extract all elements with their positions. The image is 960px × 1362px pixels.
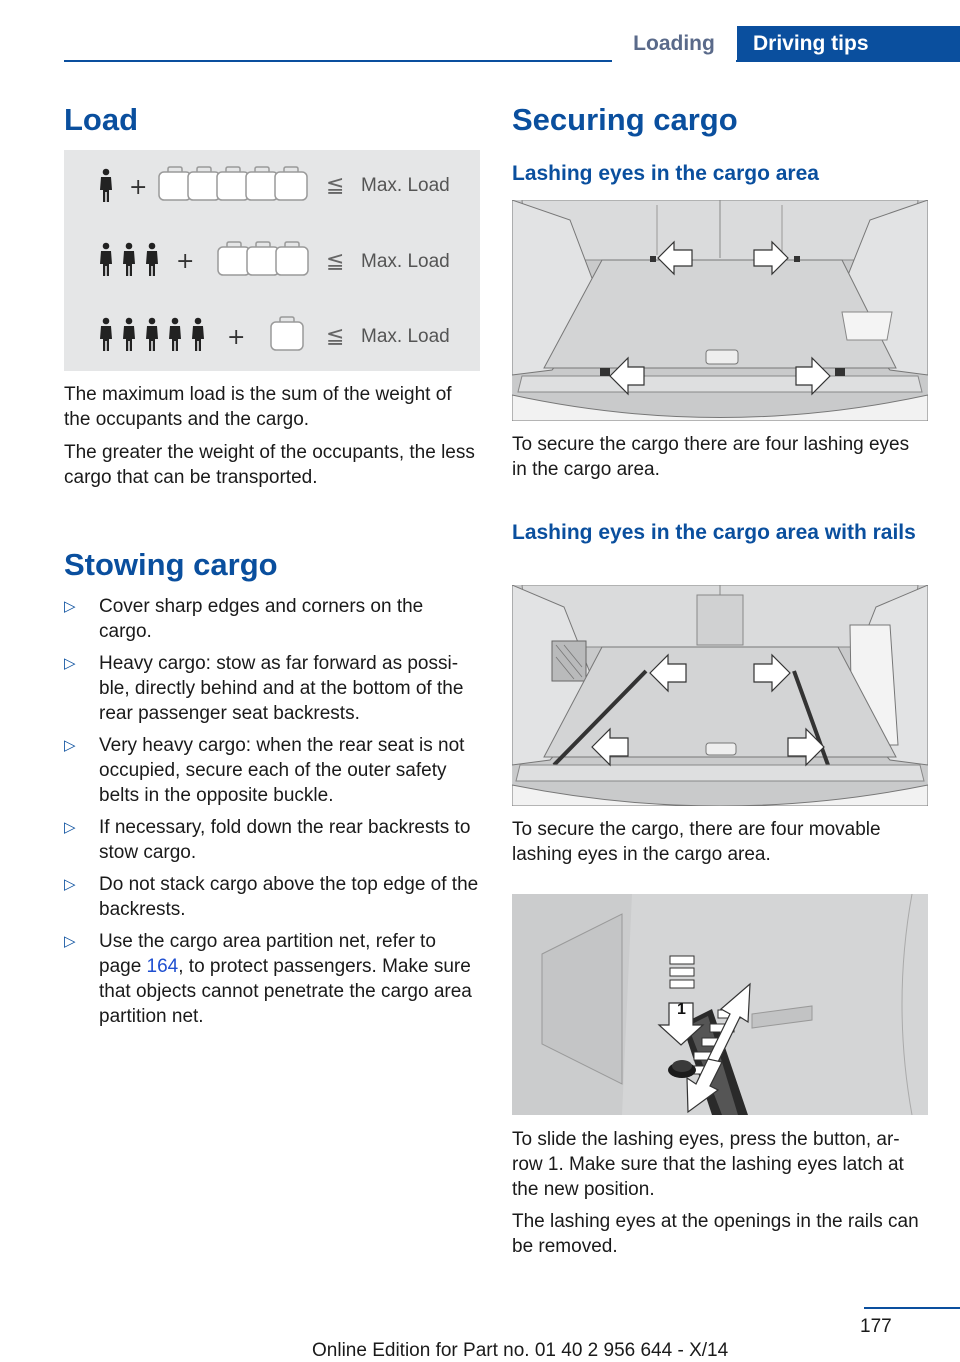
triangle-bullet-icon: ▷ bbox=[64, 933, 76, 950]
lashing-eyes-paragraph: To secure the cargo there are four lashing eyes in the cargo area. bbox=[512, 434, 910, 480]
max-load-illustration bbox=[64, 150, 480, 371]
stowing-heading: Stowing cargo bbox=[64, 547, 278, 582]
triangle-bullet-icon: ▷ bbox=[64, 655, 76, 672]
lashing-eyes-rails-subheading: Lashing eyes in the cargo area with rails bbox=[512, 521, 916, 544]
triangle-bullet-icon: ▷ bbox=[64, 737, 76, 754]
slide-paragraph: To slide the lashing eyes, press the button, ar-row 1. Make sure that the lashing eyes latch at the new position. bbox=[512, 1129, 904, 1200]
rails-paragraph: To secure the cargo, there are four movable lashing eyes in the cargo area. bbox=[512, 819, 881, 865]
cargo-area-figure bbox=[512, 200, 928, 421]
edition-footer: Online Edition for Part no. 01 40 2 956 644 - X/14 bbox=[312, 1340, 729, 1361]
rail-detail-figure bbox=[512, 894, 928, 1115]
arrow-1-callout: 1 bbox=[677, 1001, 686, 1018]
footer-rule bbox=[864, 1307, 960, 1309]
page-link[interactable]: 164 bbox=[146, 956, 179, 977]
stowing-list bbox=[64, 594, 480, 1036]
page-number: 177 bbox=[860, 1316, 892, 1337]
svg-text:≦: ≦ bbox=[326, 249, 345, 274]
list-item: ▷ Use the cargo area partition net, refer to page 164, to protect passengers. Make sure that objects cannot penetrate the cargo area partition net. bbox=[64, 931, 472, 1027]
max-load-figure bbox=[64, 150, 480, 371]
header-chapter-tab[interactable]: Driving tips bbox=[737, 26, 960, 62]
header-section-tab[interactable]: Loading bbox=[612, 26, 736, 62]
svg-text:Max. Load: Max. Load bbox=[361, 175, 450, 196]
cargo-area-rails-figure bbox=[512, 585, 928, 806]
lashing-eyes-subheading: Lashing eyes in the cargo area bbox=[512, 162, 819, 185]
svg-text:+: + bbox=[227, 325, 246, 350]
load-paragraph-1: The maximum load is the sum of the weight of the occupants and the cargo. bbox=[64, 384, 452, 430]
load-heading: Load bbox=[64, 102, 139, 137]
triangle-bullet-icon: ▷ bbox=[64, 876, 76, 893]
svg-text:+: + bbox=[176, 249, 195, 274]
svg-text:Max. Load: Max. Load bbox=[361, 326, 450, 347]
list-item: ▷ Do not stack cargo above the top edge of the backrests. bbox=[64, 874, 479, 920]
triangle-bullet-icon: ▷ bbox=[64, 819, 76, 836]
svg-text:+: + bbox=[129, 175, 148, 200]
list-item: ▷ If necessary, fold down the rear backrests to stow cargo. bbox=[64, 817, 471, 863]
triangle-bullet-icon: ▷ bbox=[64, 598, 76, 615]
load-paragraph-2: The greater the weight of the occupants, the less cargo that can be transported. bbox=[64, 442, 475, 488]
list-item: ▷ Cover sharp edges and corners on the cargo. bbox=[64, 596, 424, 642]
securing-heading: Securing cargo bbox=[512, 102, 738, 137]
list-item: ▷ Heavy cargo: stow as far forward as possi-ble, directly behind and at the bottom of the rear passenger seat backrests. bbox=[64, 653, 464, 724]
svg-text:≦: ≦ bbox=[326, 173, 345, 198]
removal-paragraph: The lashing eyes at the openings in the rails can be removed. bbox=[512, 1211, 919, 1257]
svg-text:≦: ≦ bbox=[326, 324, 345, 349]
svg-text:Max. Load: Max. Load bbox=[361, 251, 450, 272]
list-item: ▷ Very heavy cargo: when the rear seat is not occupied, secure each of the outer safety belts in the opposite buckle. bbox=[64, 735, 465, 806]
